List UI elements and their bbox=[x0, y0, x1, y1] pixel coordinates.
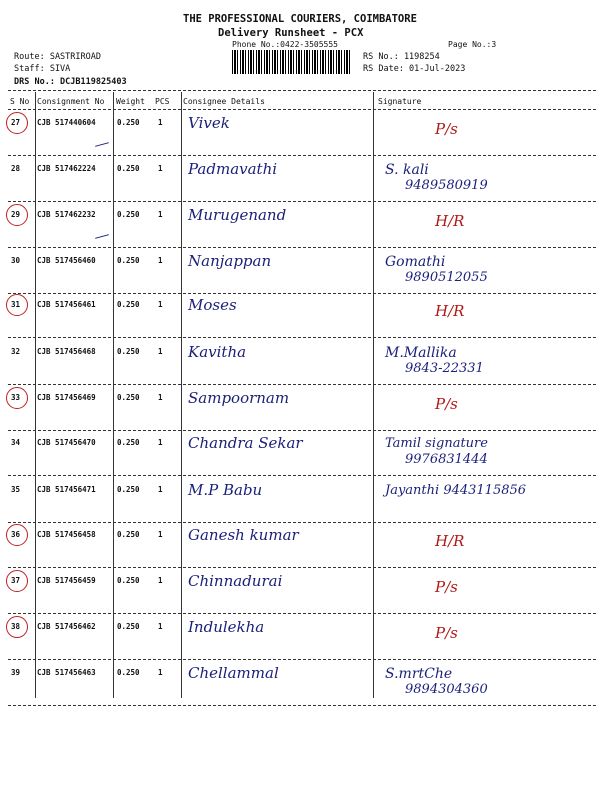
row-consignee-handwritten: Padmavathi bbox=[188, 160, 278, 178]
row-consignee-handwritten: Murugenand bbox=[188, 206, 287, 224]
row-weight: 0.250 bbox=[117, 118, 140, 127]
row-pcs: 1 bbox=[158, 576, 163, 585]
row-weight: 0.250 bbox=[117, 668, 140, 677]
row-consignee-handwritten: Indulekha bbox=[188, 618, 265, 636]
row-signature: M.Mallika bbox=[385, 345, 457, 361]
row-pcs: 1 bbox=[158, 438, 163, 447]
row-pcs: 1 bbox=[158, 256, 163, 265]
row-signature: Gomathi bbox=[385, 254, 446, 270]
row-signature: S. kali bbox=[385, 162, 429, 178]
row-signature-mark: P/s bbox=[435, 120, 458, 138]
row-divider bbox=[8, 567, 596, 568]
row-consignee-handwritten: Chinnadurai bbox=[188, 572, 283, 590]
row-divider bbox=[8, 522, 596, 523]
row-weight: 0.250 bbox=[117, 438, 140, 447]
rs-number: RS No.: 1198254 bbox=[363, 52, 440, 62]
row-s-no: 36 bbox=[11, 530, 21, 539]
row-pcs: 1 bbox=[158, 210, 163, 219]
row-signature: Jayanthi 9443115856 bbox=[385, 483, 527, 498]
row-divider bbox=[8, 293, 596, 294]
circle-mark bbox=[6, 524, 28, 546]
row-signature-mark: P/s bbox=[435, 395, 458, 413]
row-divider bbox=[8, 705, 596, 706]
row-weight: 0.250 bbox=[117, 347, 140, 356]
circle-mark bbox=[6, 616, 28, 638]
row-consignee-handwritten: Chandra Sekar bbox=[188, 434, 303, 452]
circle-mark bbox=[6, 204, 28, 226]
row-consignee-handwritten: Moses bbox=[188, 296, 237, 314]
row-s-no: 37 bbox=[11, 576, 21, 585]
row-divider bbox=[8, 337, 596, 338]
row-weight: 0.250 bbox=[117, 210, 140, 219]
row-weight: 0.250 bbox=[117, 256, 140, 265]
circle-mark bbox=[6, 570, 28, 592]
col-divider bbox=[373, 92, 374, 698]
row-signature-phone: 9890512055 bbox=[405, 270, 488, 285]
row-consignee-handwritten: Chellammal bbox=[188, 664, 279, 682]
row-consignment-no: CJB 517456459 bbox=[37, 576, 96, 585]
col-consignment-no: Consignment No bbox=[37, 97, 105, 106]
row-consignment-no: CJB 517456471 bbox=[37, 485, 96, 494]
row-consignment-no: CJB 517456468 bbox=[37, 347, 96, 356]
row-consignee-handwritten: Vivek bbox=[188, 114, 230, 132]
phone-number: Phone No.:0422-3505555 bbox=[232, 40, 338, 49]
row-weight: 0.250 bbox=[117, 164, 140, 173]
route: Route: SASTRIROAD bbox=[14, 52, 101, 62]
row-weight: 0.250 bbox=[117, 530, 140, 539]
row-signature-mark: H/R bbox=[435, 532, 465, 550]
row-pcs: 1 bbox=[158, 668, 163, 677]
col-divider bbox=[35, 92, 36, 698]
circle-mark bbox=[6, 112, 28, 134]
row-s-no: 32 bbox=[11, 347, 21, 356]
row-divider bbox=[8, 659, 596, 660]
row-divider bbox=[8, 155, 596, 156]
row-signature-mark: H/R bbox=[435, 212, 465, 230]
row-s-no: 31 bbox=[11, 300, 21, 309]
col-weight: Weight bbox=[116, 97, 145, 106]
row-weight: 0.250 bbox=[117, 622, 140, 631]
pen-tick-mark bbox=[95, 234, 109, 239]
col-divider bbox=[113, 92, 114, 698]
row-consignment-no: CJB 517456460 bbox=[37, 256, 96, 265]
circle-mark bbox=[6, 387, 28, 409]
row-consignment-no: CJB 517440604 bbox=[37, 118, 96, 127]
row-consignment-no: CJB 517456463 bbox=[37, 668, 96, 677]
row-signature: Tamil signature bbox=[385, 436, 488, 451]
row-pcs: 1 bbox=[158, 300, 163, 309]
row-pcs: 1 bbox=[158, 530, 163, 539]
row-divider bbox=[8, 247, 596, 248]
row-divider bbox=[8, 384, 596, 385]
row-signature-mark: P/s bbox=[435, 624, 458, 642]
row-pcs: 1 bbox=[158, 164, 163, 173]
circle-mark bbox=[6, 294, 28, 316]
row-consignee-handwritten: Nanjappan bbox=[188, 252, 272, 270]
row-divider bbox=[8, 475, 596, 476]
pen-tick-mark bbox=[95, 142, 109, 147]
row-consignment-no: CJB 517456469 bbox=[37, 393, 96, 402]
row-weight: 0.250 bbox=[117, 393, 140, 402]
row-signature-phone: 9894304360 bbox=[405, 682, 488, 697]
row-divider bbox=[8, 201, 596, 202]
company-name: THE PROFESSIONAL COURIERS, COIMBATORE bbox=[183, 13, 417, 25]
col-consignee: Consignee Details bbox=[183, 97, 265, 106]
row-s-no: 38 bbox=[11, 622, 21, 631]
col-pcs: PCS bbox=[155, 97, 170, 106]
row-weight: 0.250 bbox=[117, 485, 140, 494]
row-consignment-no: CJB 517456458 bbox=[37, 530, 96, 539]
col-signature: Signature bbox=[378, 97, 422, 106]
row-signature: S.mrtChe bbox=[385, 666, 453, 682]
row-signature-phone: 9843-22331 bbox=[405, 361, 484, 376]
row-consignee-handwritten: M.P Babu bbox=[188, 481, 263, 499]
row-weight: 0.250 bbox=[117, 300, 140, 309]
row-divider bbox=[8, 613, 596, 614]
row-pcs: 1 bbox=[158, 622, 163, 631]
row-signature-phone: 9976831444 bbox=[405, 452, 488, 467]
row-consignment-no: CJB 517456470 bbox=[37, 438, 96, 447]
row-pcs: 1 bbox=[158, 118, 163, 127]
row-signature-mark: P/s bbox=[435, 578, 458, 596]
row-consignment-no: CJB 517456462 bbox=[37, 622, 96, 631]
row-consignee-handwritten: Ganesh kumar bbox=[188, 526, 299, 544]
row-s-no: 28 bbox=[11, 164, 21, 173]
row-consignment-no: CJB 517462224 bbox=[37, 164, 96, 173]
row-pcs: 1 bbox=[158, 393, 163, 402]
header-top-rule bbox=[8, 90, 596, 91]
row-s-no: 35 bbox=[11, 485, 21, 494]
row-s-no: 27 bbox=[11, 118, 21, 127]
row-consignee-handwritten: Sampoornam bbox=[188, 389, 290, 407]
row-signature-mark: H/R bbox=[435, 302, 465, 320]
row-pcs: 1 bbox=[158, 485, 163, 494]
staff: Staff: SIVA bbox=[14, 64, 71, 74]
rs-date: RS Date: 01-Jul-2023 bbox=[363, 64, 466, 74]
row-weight: 0.250 bbox=[117, 576, 140, 585]
barcode-image bbox=[232, 50, 352, 74]
col-divider bbox=[181, 92, 182, 698]
row-consignee-handwritten: Kavitha bbox=[188, 343, 247, 361]
row-s-no: 34 bbox=[11, 438, 21, 447]
col-s-no: S No bbox=[10, 97, 30, 106]
drs-number: DRS No.: DCJB119825403 bbox=[14, 77, 127, 87]
page-number: Page No.:3 bbox=[448, 40, 497, 49]
row-signature-phone: 9489580919 bbox=[405, 178, 488, 193]
header-bottom-rule bbox=[8, 109, 596, 110]
row-s-no: 29 bbox=[11, 210, 21, 219]
sheet-title: Delivery Runsheet - PCX bbox=[218, 27, 364, 39]
row-s-no: 39 bbox=[11, 668, 21, 677]
row-s-no: 30 bbox=[11, 256, 21, 265]
row-consignment-no: CJB 517456461 bbox=[37, 300, 96, 309]
row-consignment-no: CJB 517462232 bbox=[37, 210, 96, 219]
row-s-no: 33 bbox=[11, 393, 21, 402]
row-divider bbox=[8, 430, 596, 431]
row-pcs: 1 bbox=[158, 347, 163, 356]
